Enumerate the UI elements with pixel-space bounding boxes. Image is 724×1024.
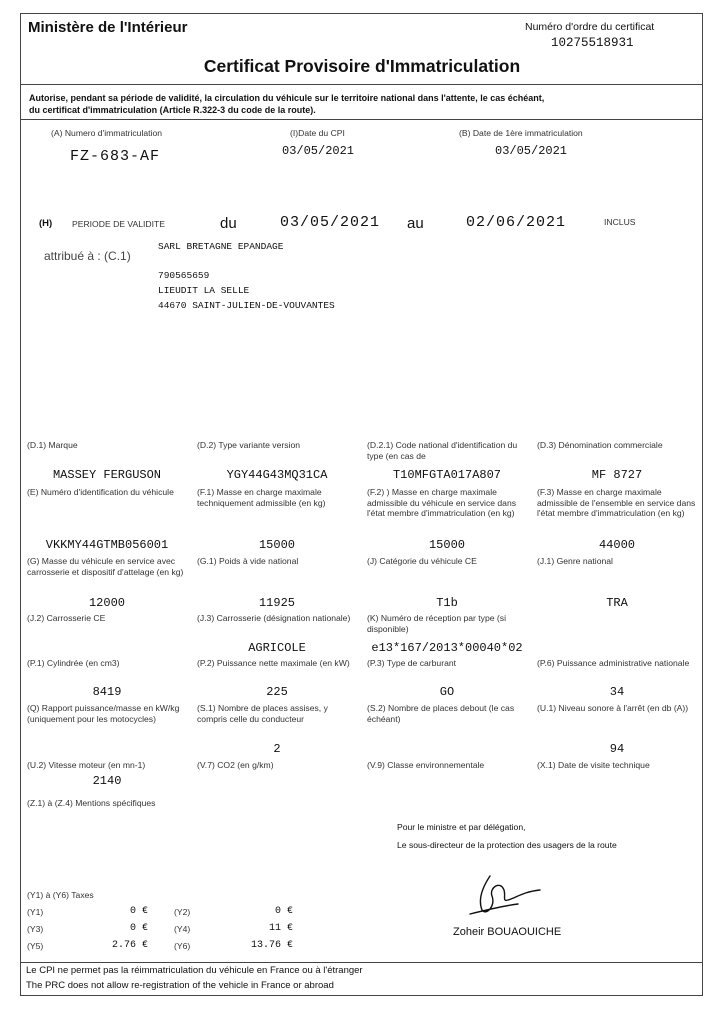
- net-power-value: 225: [266, 685, 288, 699]
- max-mass-service-value: 15000: [428, 538, 465, 552]
- validity-au: au: [407, 215, 424, 232]
- tax-y2-value: 0 €: [274, 906, 293, 917]
- validity-inclus: INCLUS: [604, 217, 636, 227]
- max-mass-combination-value: 44000: [598, 538, 635, 552]
- body-national-value: AGRICOLE: [248, 641, 306, 655]
- type-variant-value: YGY44G43MQ31CA: [226, 468, 328, 482]
- co2-label: (V.7) CO2 (en g/km): [197, 760, 274, 770]
- validity-label: PERIODE DE VALIDITE: [72, 219, 165, 229]
- tax-y5-label: (Y5): [27, 941, 44, 951]
- first-registration-date: 03/05/2021: [495, 144, 568, 158]
- seats-value: 2: [273, 742, 281, 756]
- displacement-value: 8419: [92, 685, 122, 699]
- fuel-type-label: (P.3) Type de carburant: [367, 658, 457, 668]
- tax-y6-value: 13.76 €: [250, 940, 293, 951]
- service-mass-value: 12000: [88, 596, 125, 610]
- fuel-type-value: GO: [439, 685, 455, 699]
- fiscal-power-value: 34: [609, 685, 625, 699]
- tax-y3-label: (Y3): [27, 924, 44, 934]
- engine-speed-value: 2140: [92, 774, 122, 788]
- cpi-date: 03/05/2021: [282, 144, 355, 158]
- holder-label: attribué à : (C.1): [44, 249, 131, 263]
- validity-to: 02/06/2021: [466, 214, 567, 231]
- holder-address-1: LIEUDIT LA SELLE: [158, 285, 250, 296]
- vehicle-category-value: T1b: [436, 596, 458, 610]
- tax-y4-label: (Y4): [174, 924, 191, 934]
- vin-label: (E) Numéro d'identification du véhicule: [27, 487, 174, 497]
- max-mass-technical-label: (F.1) Masse en charge maximale techniquement admissible (en kg): [197, 487, 326, 508]
- divider: [20, 119, 703, 120]
- net-power-label: (P.2) Puissance nette maximale (en kW): [197, 658, 350, 668]
- national-type-code-value: T10MFGTA017A807: [392, 468, 502, 482]
- intro-line-1: Autorise, pendant sa période de validité, la circulation du véhicule sur le territoire national dans l'attente, le cas échéant,: [29, 93, 545, 103]
- signature-scribble: [462, 870, 548, 922]
- commercial-name-label: (D.3) Dénomination commerciale: [537, 440, 663, 450]
- ministry-title: Ministère de l'Intérieur: [28, 19, 188, 36]
- vin-value: VKKMY44GTMB056001: [45, 538, 169, 552]
- tax-y2-label: (Y2): [174, 907, 191, 917]
- tax-y1-value: 0 €: [129, 906, 148, 917]
- brand-label: (D.1) Marque: [27, 440, 78, 450]
- standing-places-label: (S.2) Nombre de places debout (le cas échéant): [367, 703, 515, 724]
- environmental-class-label: (V.9) Classe environnementale: [367, 760, 485, 770]
- max-mass-combination-label: (F.3) Masse en charge maximale admissible de l'ensemble en service dans l'état membre d'immatriculation (en kg): [537, 487, 696, 519]
- tax-y6-label: (Y6): [174, 941, 191, 951]
- signature-line-1: Pour le ministre et par délégation,: [397, 822, 526, 832]
- fiscal-power-label: (P.6) Puissance administrative nationale: [537, 658, 690, 668]
- validity-code: (H): [39, 218, 53, 229]
- inspection-date-label: (X.1) Date de visite technique: [537, 760, 650, 770]
- displacement-label: (P.1) Cylindrée (en cm3): [27, 658, 120, 668]
- engine-speed-label: (U.2) Vitesse moteur (en mn-1): [27, 760, 146, 770]
- max-mass-service-label: (F.2) ) Masse en charge maximale admissible du véhicule en service dans l'état membre d'immatriculation (en kg): [367, 487, 517, 519]
- empty-weight-value: 11925: [258, 596, 295, 610]
- footer-note-en: The PRC does not allow re-registration of the vehicle in France or abroad: [26, 980, 334, 991]
- national-genre-value: TRA: [606, 596, 628, 610]
- commercial-name-value: MF 8727: [591, 468, 643, 482]
- body-national-label: (J.3) Carrosserie (désignation nationale): [197, 613, 351, 623]
- order-number: 10275518931: [551, 36, 634, 50]
- signature-line-2: Le sous-directeur de la protection des usagers de la route: [397, 840, 617, 850]
- tax-y5-value: 2.76 €: [111, 940, 148, 951]
- divider: [20, 962, 703, 963]
- vehicle-category-label: (J) Catégorie du véhicule CE: [367, 556, 477, 566]
- first-registration-label: (B) Date de 1ère immatriculation: [459, 128, 583, 138]
- registration-number-label: (A) Numero d'immatriculation: [51, 128, 163, 138]
- taxes-label: (Y1) à (Y6) Taxes: [27, 890, 94, 900]
- signatory-name: Zoheir BOUAOUICHE: [453, 926, 562, 938]
- holder-address-2: 44670 SAINT-JULIEN-DE-VOUVANTES: [158, 300, 335, 311]
- body-ce-label: (J.2) Carrosserie CE: [27, 613, 106, 623]
- footer-note-fr: Le CPI ne permet pas la réimmatriculation du véhicule en France ou à l'étranger: [26, 965, 363, 976]
- intro-line-2: du certificat d'immatriculation (Article R.322-3 du code de la route).: [29, 105, 316, 115]
- order-number-label: Numéro d'ordre du certificat: [525, 21, 655, 33]
- seats-label: (S.1) Nombre de places assises, y compris celle du conducteur: [197, 703, 328, 724]
- service-mass-label: (G) Masse du véhicule en service avec carrosserie et dispositif d'attelage (en kg): [27, 556, 184, 577]
- empty-weight-label: (G.1) Poids à vide national: [197, 556, 299, 566]
- national-genre-label: (J.1) Genre national: [537, 556, 613, 566]
- sound-level-label: (U.1) Niveau sonore à l'arrêt (en db (A)): [537, 703, 689, 713]
- max-mass-technical-value: 15000: [258, 538, 295, 552]
- tax-y3-value: 0 €: [129, 923, 148, 934]
- divider: [20, 84, 703, 85]
- national-type-code-label: (D.2.1) Code national d'identification du type (en cas de: [367, 440, 518, 461]
- specific-mentions-label: (Z.1) à (Z.4) Mentions spécifiques: [27, 798, 156, 808]
- holder-id: 790565659: [158, 270, 210, 281]
- document-title: Certificat Provisoire d'Immatriculation: [203, 56, 521, 76]
- tax-y4-value: 11 €: [268, 923, 293, 934]
- power-mass-ratio-label: (Q) Rapport puissance/masse en kW/kg (uniquement pour les motocycles): [27, 703, 180, 724]
- tax-y1-label: (Y1): [27, 907, 44, 917]
- validity-from: 03/05/2021: [280, 214, 381, 231]
- holder-name: SARL BRETAGNE EPANDAGE: [158, 241, 284, 252]
- brand-value: MASSEY FERGUSON: [52, 468, 162, 482]
- type-approval-value: e13*167/2013*00040*02: [371, 641, 523, 655]
- registration-number: FZ-683-AF: [70, 148, 161, 165]
- sound-level-value: 94: [609, 742, 625, 756]
- type-approval-label: (K) Numéro de réception par type (si disponible): [367, 613, 506, 634]
- cpi-date-label: (I)Date du CPI: [290, 128, 345, 138]
- type-variant-label: (D.2) Type variante version: [197, 440, 301, 450]
- validity-du: du: [220, 215, 237, 232]
